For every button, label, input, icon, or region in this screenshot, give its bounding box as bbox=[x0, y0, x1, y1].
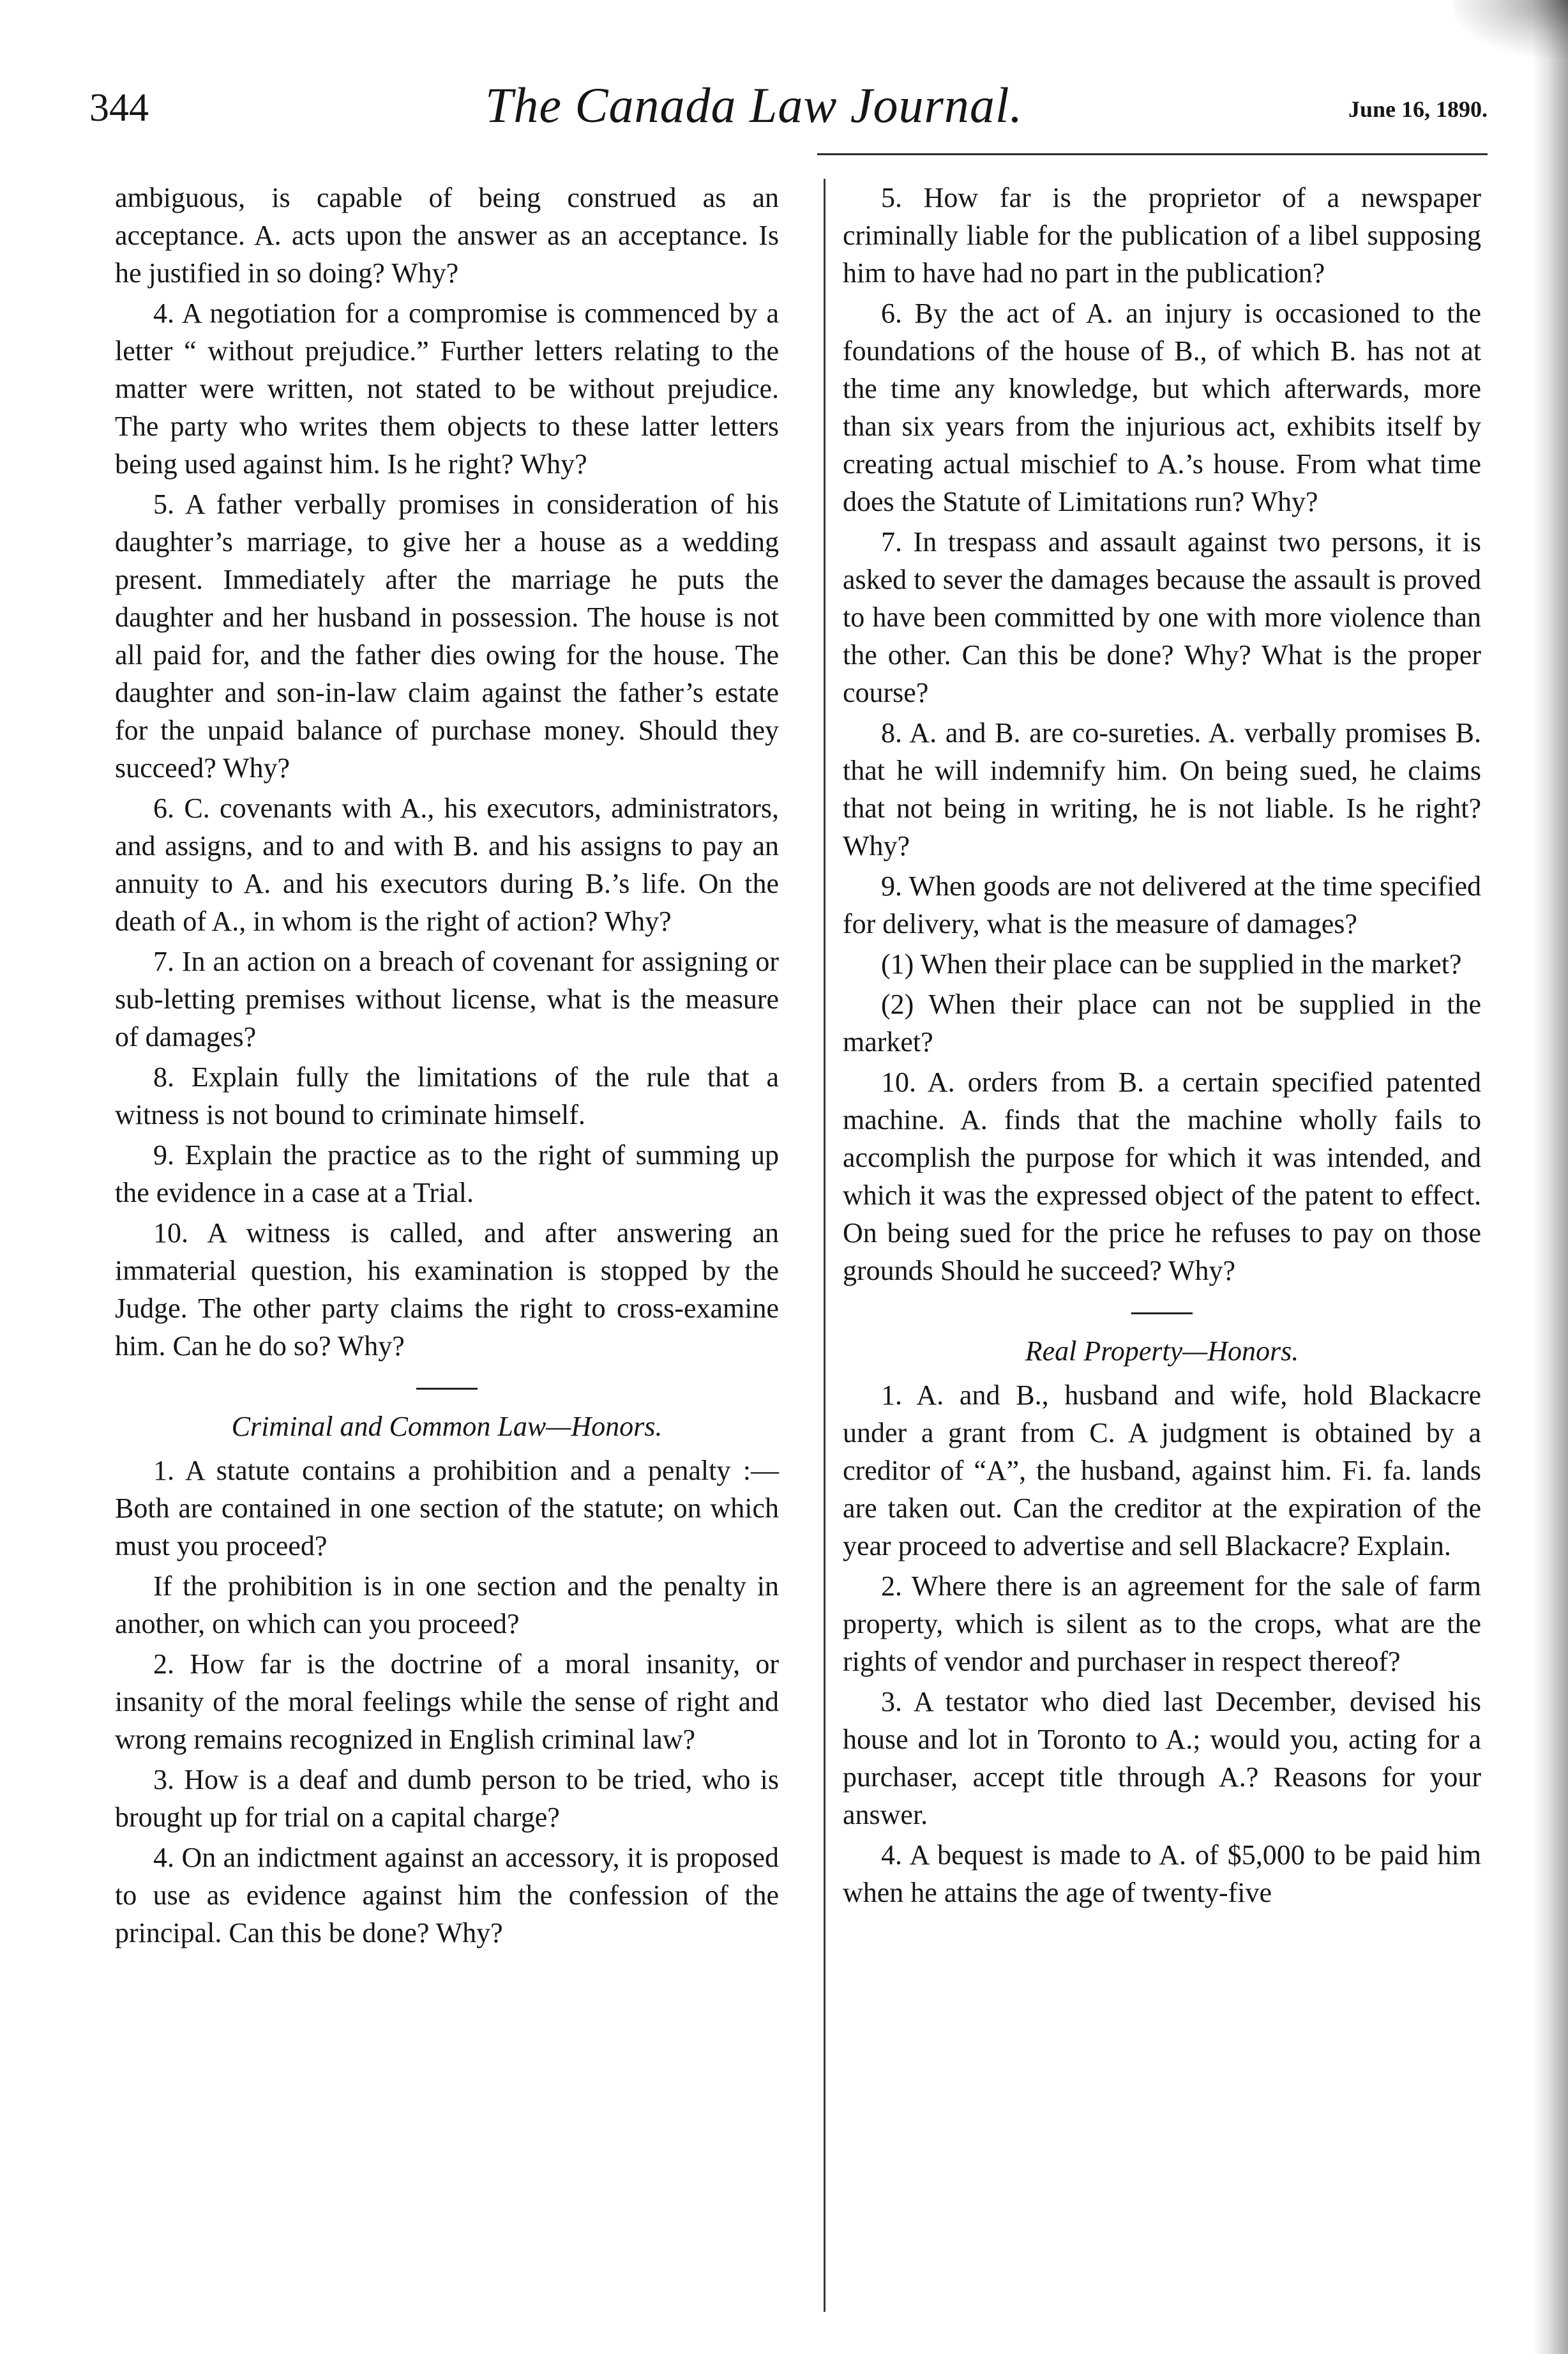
sub-question-1: (1) When their place can be supplied in the market? bbox=[881, 948, 1462, 980]
question-6: 6. By the act of A. an injury is occasioned to the foundations of the house of B., of which B. has not at the time any knowledge, but which afterwards, more than six years from the injurious act, exhibits itself by creating actual mischief to A.’s house. From what time does the Statute of Limitations run? Why? bbox=[843, 298, 1481, 517]
question-2: 2. Where there is an agreement for the sale of farm property, which is silent as to the crops, what are the rights of vendor and purchaser in respect thereof? bbox=[843, 1570, 1481, 1677]
question-10: 10. A. orders from B. a certain specified patented machine. A. finds that the machine wholly fails to accomplish the purpose for which it was intended, and which it was the expressed object of the patent to effect. On being sued for the price he refuses to pay on those grounds Should he succeed? Why? bbox=[843, 1067, 1481, 1286]
section-heading-criminal-law: Criminal and Common Law—Honors. bbox=[231, 1411, 663, 1442]
scan-corner-shadow bbox=[1453, 0, 1568, 57]
question-5: 5. A father verbally promises in consideration of his daughter’s marriage, to give her a house as a wedding present. Immediately after the marriage he puts the daughter and her husband in possession. The house is not all paid for, and the father dies owing for the house. The daughter and son-in-law claim against the father’s estate for the unpaid balance of purchase money. Should they succeed? Why? bbox=[115, 489, 779, 784]
question-10: 10. A witness is called, and after answering an immaterial question, his examination is stopped by the Judge. The other party claims the right to cross-examine him. Can he do so? Why? bbox=[115, 1217, 779, 1362]
question-9: 9. When goods are not delivered at the time specified for delivery, what is the measure of damages? bbox=[843, 870, 1481, 939]
issue-date: June 16, 1890. bbox=[1348, 96, 1488, 122]
paragraph: ambiguous, is capable of being construed as an acceptance. A. acts upon the answer as an acceptance. Is he justified in so doing? Why? bbox=[115, 182, 779, 289]
question-5: 5. How far is the proprietor of a newspaper criminally liable for the publication of a libel supposing him to have had no part in the publication? bbox=[843, 182, 1481, 289]
question-1: 1. A statute contains a prohibition and a penalty :—Both are contained in one section of the statute; on which must you proceed? bbox=[115, 1455, 779, 1561]
question-1: 1. A. and B., husband and wife, hold Blackacre under a grant from C. A judgment is obtained by a creditor of “A”, the husband, against him. Fi. fa. lands are taken out. Can the creditor at the expiration of the year proceed to advertise and sell Blackacre? Explain. bbox=[843, 1379, 1481, 1561]
question-8: 8. Explain fully the limitations of the rule that a witness is not bound to criminate himself. bbox=[115, 1061, 779, 1130]
right-column bbox=[843, 179, 1481, 1914]
page-number: 344 bbox=[89, 86, 149, 130]
section-heading-real-property: Real Property—Honors. bbox=[1025, 1335, 1299, 1367]
sub-question-2: (2) When their place can not be supplied in the market? bbox=[843, 989, 1481, 1058]
question-7: 7. In trespass and assault against two persons, it is asked to sever the damages because the assault is proved to have been committed by one with more violence than the other. Can this be done? Why? What is the proper course? bbox=[843, 526, 1481, 708]
question-6: 6. C. covenants with A., his executors, administrators, and assigns, and to and with B. and his assigns to pay an annuity to A. and his executors during B.’s life. On the death of A., in whom is the right of action? Why? bbox=[115, 793, 779, 937]
left-column bbox=[115, 179, 779, 1954]
question-4: 4. A negotiation for a compromise is commenced by a letter “ without prejudice.” Further letters relating to the matter were written, not stated to be without prejudice. The party who writes them objects to these latter letters being used against him. Is he right? Why? bbox=[115, 298, 779, 480]
question-4: 4. A bequest is made to A. of $5,000 to be paid him when he attains the age of twenty-five bbox=[843, 1839, 1481, 1908]
scan-edge-shadow bbox=[1532, 0, 1568, 2354]
page-header bbox=[89, 77, 1488, 147]
journal-title: The Canada Law Journal. bbox=[485, 77, 1023, 133]
section-divider bbox=[416, 1388, 478, 1390]
header-rule bbox=[817, 153, 1488, 155]
question-2: 2. How far is the doctrine of a moral insanity, or insanity of the moral feelings while the sense of right and wrong remains recognized in English criminal law? bbox=[115, 1648, 779, 1755]
question-3: 3. How is a deaf and dumb person to be tried, who is brought up for trial on a capital charge? bbox=[115, 1764, 779, 1833]
column-divider bbox=[824, 179, 825, 2312]
question-9: 9. Explain the practice as to the right of summing up the evidence in a case at a Trial. bbox=[115, 1139, 779, 1208]
question-8: 8. A. and B. are co-sureties. A. verbally promises B. that he will indemnify him. On being sued, he claims that not being in writing, he is not liable. Is he right? Why? bbox=[843, 717, 1481, 862]
question-3: 3. A testator who died last December, devised his house and lot in Toronto to A.; would you, acting for a purchaser, accept title through A.? Reasons for your answer. bbox=[843, 1686, 1481, 1830]
section-divider bbox=[1131, 1312, 1193, 1314]
question-4: 4. On an indictment against an accessory, it is proposed to use as evidence against him the confession of the principal. Can this be done? Why? bbox=[115, 1842, 779, 1948]
paragraph: If the prohibition is in one section and the penalty in another, on which can you proceed? bbox=[115, 1570, 779, 1639]
question-7: 7. In an action on a breach of covenant for assigning or sub-letting premises without license, what is the measure of damages? bbox=[115, 946, 779, 1052]
